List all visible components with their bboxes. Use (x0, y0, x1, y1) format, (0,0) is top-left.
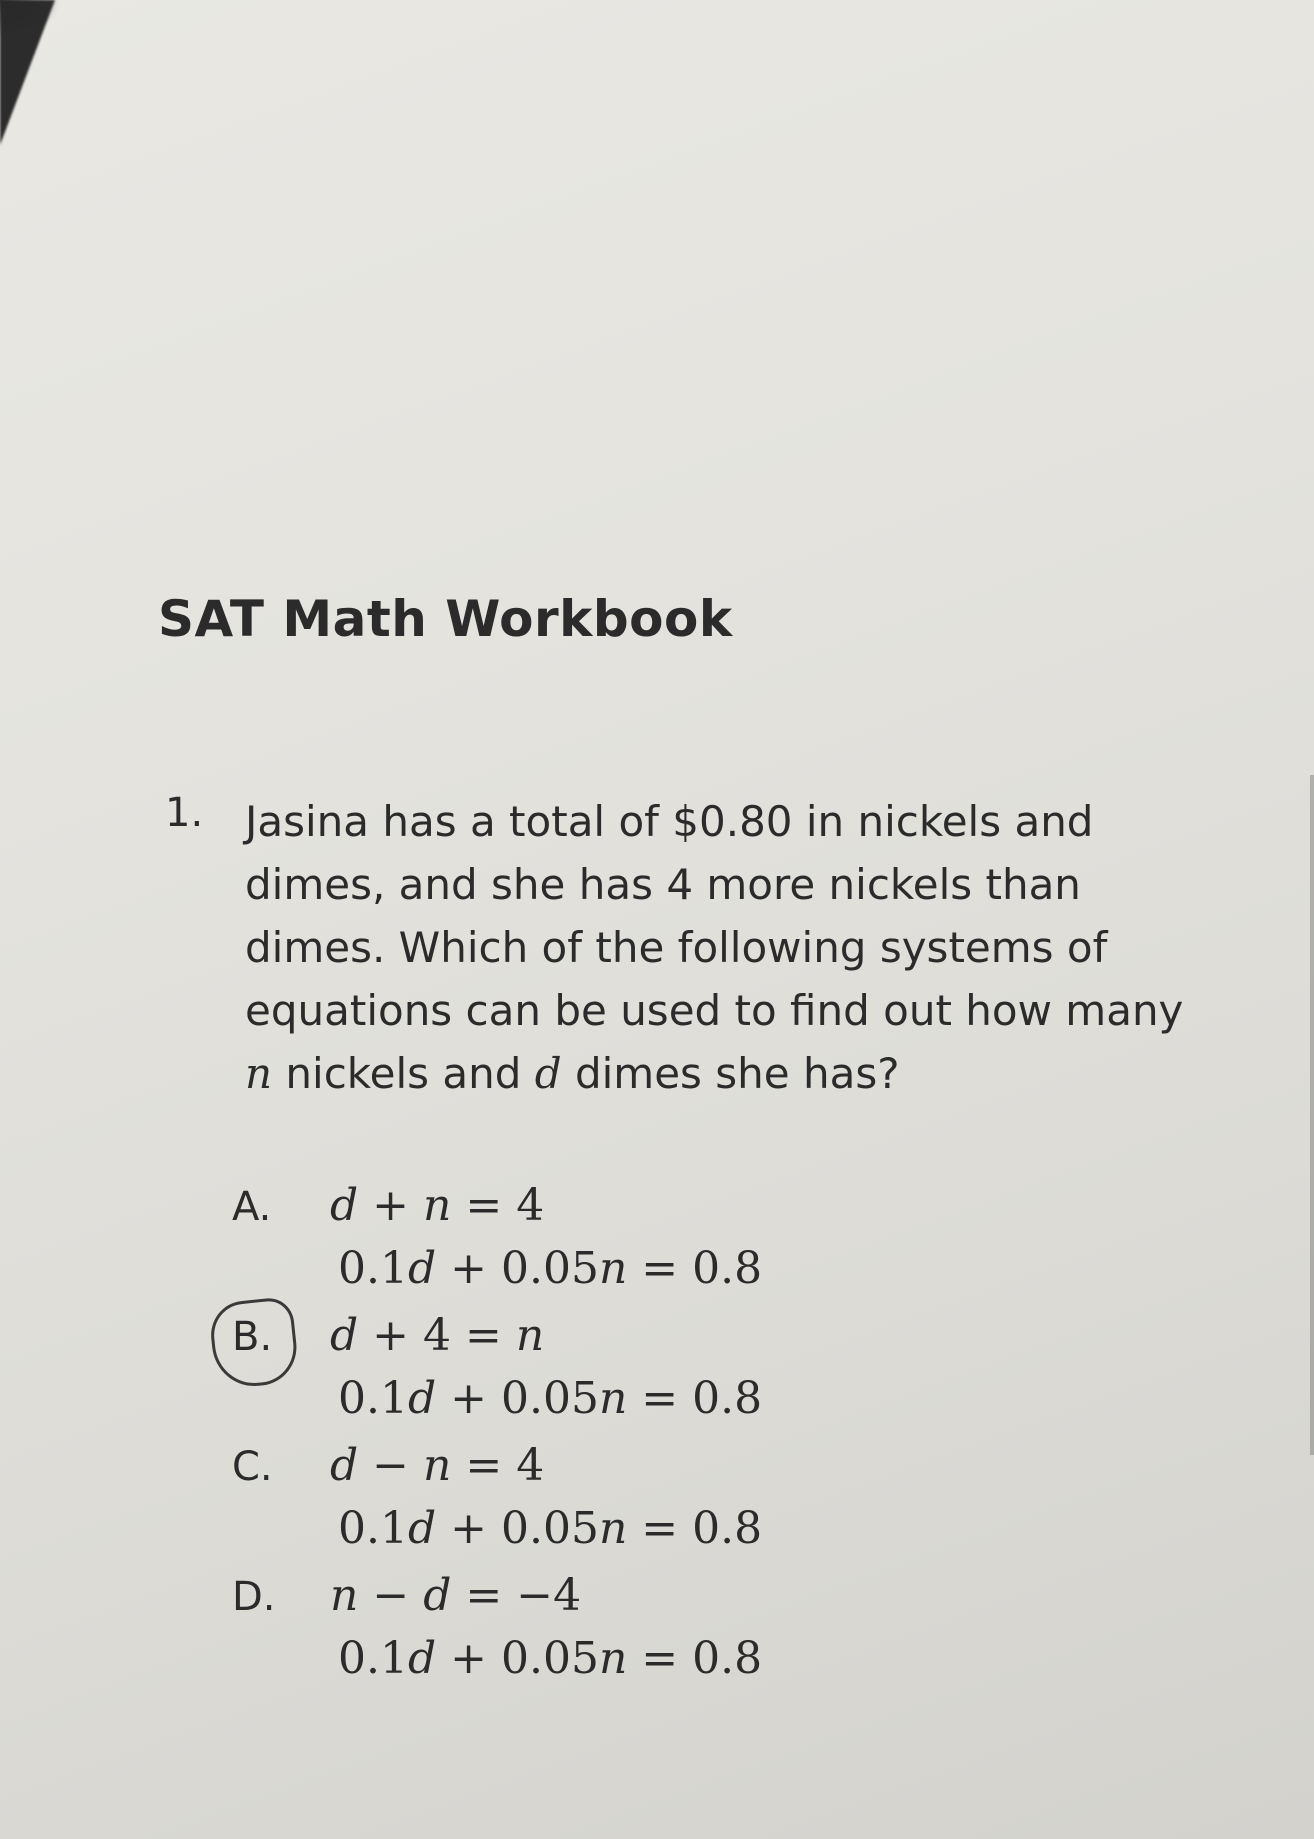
choice-letter: B. (232, 1314, 273, 1360)
choice-letter: A. (232, 1184, 272, 1230)
binder-shadow-fade (0, 0, 60, 40)
question-text-part: Jasina has a total of $0.80 in nickels and dimes, and she has 4 more nickels than dimes. Which of the following systems of equations can be used to find out how many (245, 797, 1184, 1035)
equation-2: 0.1d + 0.05n = 0.8 (338, 1243, 763, 1294)
equation-1: d + 4 = n (330, 1310, 545, 1361)
choice-letter: D. (232, 1574, 276, 1620)
question-text (245, 790, 1195, 1105)
equation-2: 0.1d + 0.05n = 0.8 (338, 1373, 763, 1424)
page-title: SAT Math Workbook (158, 590, 733, 648)
equation-1: d − n = 4 (330, 1440, 545, 1491)
equation-1: n − d = −4 (330, 1570, 582, 1621)
question-text-part: nickels and (272, 1049, 535, 1098)
choice-letter: C. (232, 1444, 273, 1490)
question-text-part: dimes she has? (561, 1049, 900, 1098)
question-number: 1. (165, 790, 204, 836)
equation-1: d + n = 4 (330, 1180, 545, 1231)
variable-d: d (534, 1049, 562, 1098)
equation-2: 0.1d + 0.05n = 0.8 (338, 1633, 763, 1684)
page-edge (1310, 775, 1314, 1455)
variable-n: n (245, 1049, 273, 1098)
equation-2: 0.1d + 0.05n = 0.8 (338, 1503, 763, 1554)
